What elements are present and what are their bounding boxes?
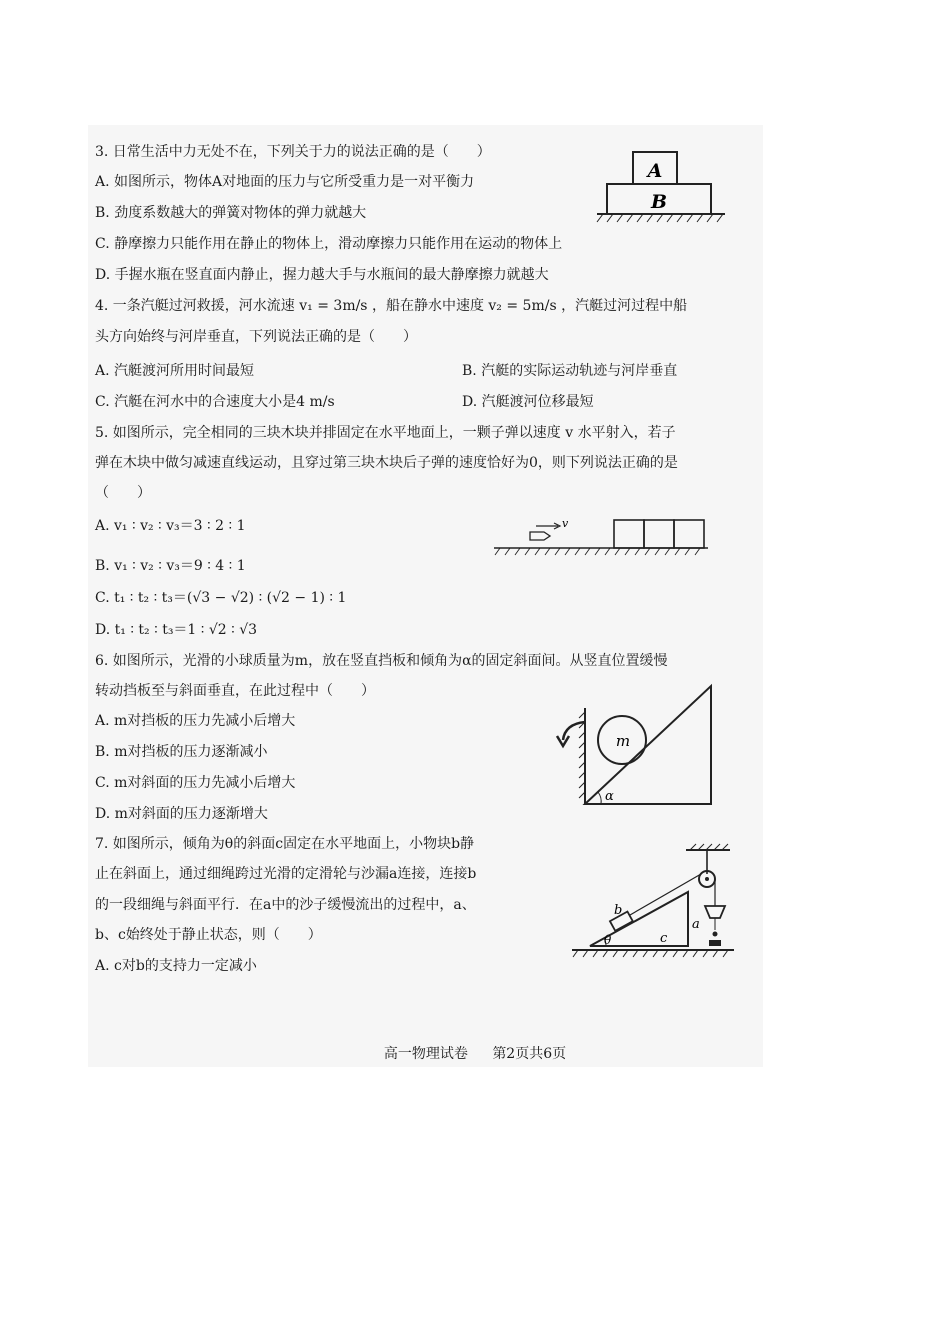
- q4-option-d: D. 汽艇渡河位移最短: [462, 394, 594, 410]
- q5-option-b: B. v₁ ∶ v₂ ∶ v₃＝9 ∶ 4 ∶ 1: [95, 558, 246, 574]
- q3-stacked-blocks-figure: [595, 148, 730, 228]
- q4-stem-line2: 头方向始终与河岸垂直，下列说法正确的是（ ）: [95, 329, 417, 345]
- q3-option-b: B. 劲度系数越大的弹簧对物体的弹力就越大: [95, 205, 367, 221]
- q6-option-b: B. m对挡板的压力逐渐减小: [95, 744, 268, 760]
- q3-option-a: A. 如图所示，物体A对地面的压力与它所受重力是一对平衡力: [95, 174, 475, 190]
- bullet-icon: [530, 532, 550, 540]
- q4-option-c: C. 汽艇在河水中的合速度大小是4 m/s: [95, 394, 335, 410]
- ground-hatching: [495, 548, 700, 555]
- q7-stem-line3: 的一段细绳与斜面平行．在a中的沙子缓慢流出的过程中，a、: [95, 897, 476, 913]
- footer-subject: 高一物理试卷: [383, 1046, 468, 1062]
- q5-bullet-blocks-figure: [492, 512, 712, 564]
- label-m: m: [615, 732, 631, 750]
- label-a: A: [647, 160, 663, 182]
- q7-stem-line2: 止在斜面上，通过细绳跨过光滑的定滑轮与沙漏a连接，连接b: [95, 866, 477, 882]
- q6-option-c: C. m对斜面的压力先减小后增大: [95, 775, 296, 791]
- label-v: v: [562, 517, 569, 530]
- q5-option-c: C. t₁ ∶ t₂ ∶ t₃＝(√3 − √2) ∶ (√2 − 1) ∶ 1: [95, 590, 347, 606]
- label-b: B: [650, 191, 668, 213]
- q5-stem-line3: （ ）: [95, 485, 151, 501]
- q5-option-a: A. v₁ ∶ v₂ ∶ v₃＝3 ∶ 2 ∶ 1: [95, 518, 246, 534]
- q7-option-a: A. c对b的支持力一定减小: [95, 958, 257, 974]
- label-alpha: α: [605, 789, 614, 804]
- q5-stem-line2: 弹在木块中做匀减速直线运动，且穿过第三块木块后子弹的速度恰好为0，则下列说法正确的是: [95, 455, 678, 471]
- q6-ball-incline-figure: [555, 680, 725, 810]
- q6-option-a: A. m对挡板的压力先减小后增大: [95, 713, 296, 729]
- label-b: b: [614, 903, 623, 918]
- q4-option-a: A. 汽艇渡河所用时间最短: [95, 363, 255, 379]
- ground-hatching: [597, 214, 723, 222]
- rope-to-b: [630, 874, 701, 915]
- label-c: c: [660, 931, 668, 946]
- label-theta: θ: [604, 933, 612, 947]
- q3-option-c: C. 静摩擦力只能作用在静止的物体上，滑动摩擦力只能作用在运动的物体上: [95, 236, 563, 252]
- q7-pulley-incline-figure: [570, 842, 735, 967]
- q4-stem-line1: 4. 一条汽艇过河救援，河水流速 v₁ = 3m/s ，船在静水中速度 v₂ = 5m/s ，汽艇过河过程中船: [95, 298, 688, 314]
- hourglass-a: [705, 906, 725, 918]
- wood-block-3: [674, 520, 704, 548]
- q7-stem-line1: 7. 如图所示，倾角为θ的斜面c固定在水平地面上，小物块b静: [95, 836, 475, 852]
- q3-stem: 3. 日常生活中力无处不在，下列关于力的说法正确的是（ ）: [95, 144, 491, 160]
- incline: [585, 686, 711, 804]
- q6-option-d: D. m对斜面的压力逐渐增大: [95, 806, 268, 822]
- q6-stem-line2: 转动挡板至与斜面垂直，在此过程中（ ）: [95, 683, 375, 699]
- wood-block-1: [614, 520, 644, 548]
- label-a: a: [692, 917, 700, 932]
- page-footer: [0, 1043, 950, 1063]
- q5-stem-line1: 5. 如图所示，完全相同的三块木块并排固定在水平地面上，一颗子弹以速度 v 水平射入，若子: [95, 425, 676, 441]
- q6-stem-line1: 6. 如图所示，光滑的小球质量为m，放在竖直挡板和倾角为α的固定斜面间。从竖直位置缓慢: [95, 653, 668, 669]
- wood-block-2: [644, 520, 674, 548]
- footer-page-number: 第2页共6页: [492, 1046, 567, 1062]
- q3-option-d: D. 手握水瓶在竖直面内静止，握力越大手与水瓶间的最大静摩擦力就越大: [95, 267, 549, 283]
- q7-stem-line4: b、c始终处于静止状态，则（ ）: [95, 927, 322, 943]
- ground-hatching: [573, 950, 728, 957]
- sand-pile: [709, 940, 721, 946]
- q4-option-b: B. 汽艇的实际运动轨迹与河岸垂直: [462, 363, 678, 379]
- q5-option-d: D. t₁ ∶ t₂ ∶ t₃＝1 ∶ √2 ∶ √3: [95, 622, 258, 638]
